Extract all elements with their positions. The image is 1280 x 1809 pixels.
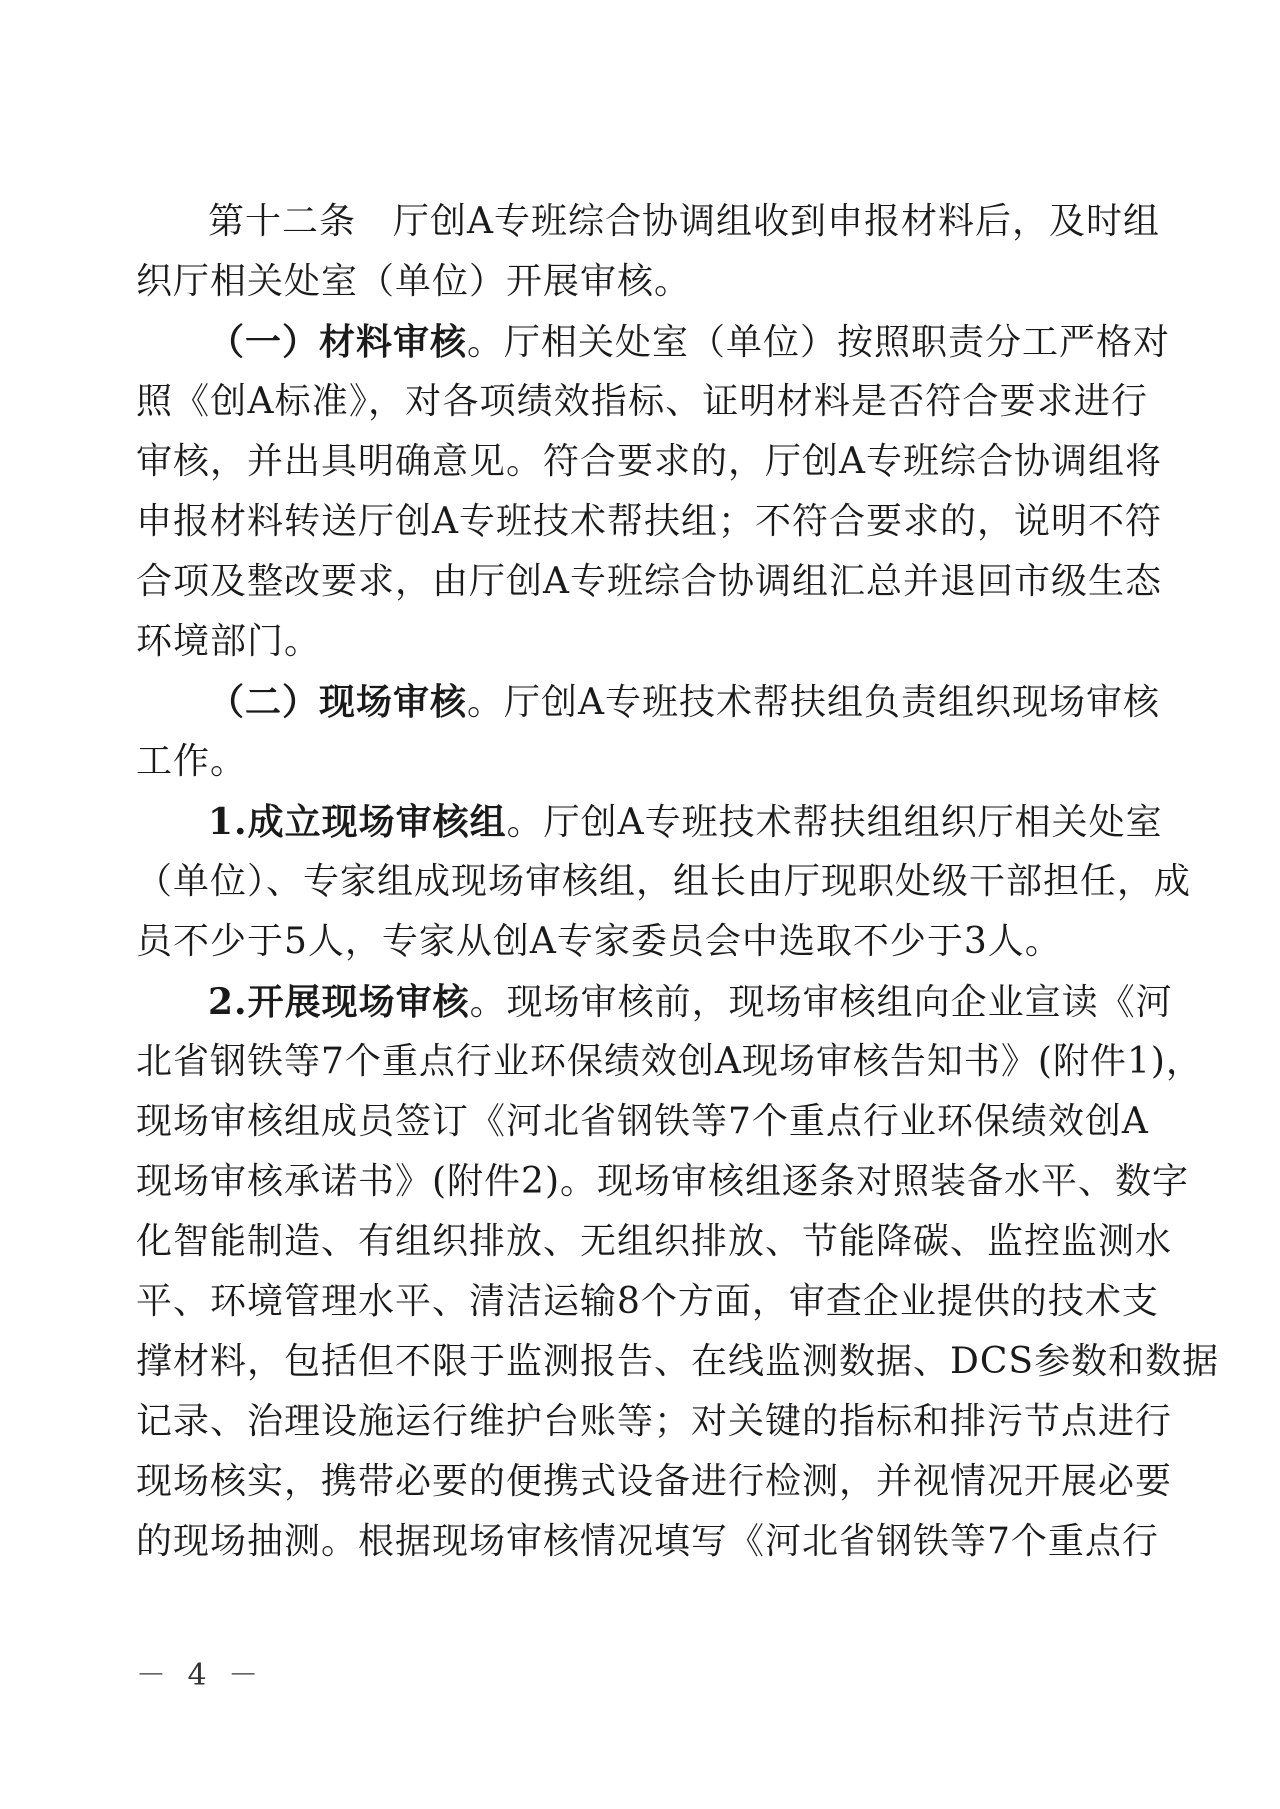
section-1-line-1 (208, 320, 1171, 365)
item-1-title: 1.成立现场审核组 (208, 801, 507, 843)
item-1-line-1 (208, 800, 1163, 845)
article-12-line-1: 第十二条 厅创A专班综合协调组收到申报材料后，及时组 (208, 201, 1160, 242)
item-2-line-7: 撑材料，包括但不限于监测报告、在线监测数据、DCS参数和数据 (136, 1341, 1220, 1382)
section-1-title: 材料审核 (319, 321, 468, 363)
item-2-line-6: 平、环境管理水平、清洁运输8个方面，审查企业提供的技术支 (136, 1281, 1159, 1322)
item-2-line-8: 记录、治理设施运行维护台账等；对关键的指标和排污节点进行 (136, 1401, 1173, 1442)
page-number: － 4 － (136, 1658, 265, 1693)
item-2-title: 2.开展现场审核 (208, 981, 470, 1023)
item-2-line-9: 现场核实，携带必要的便携式设备进行检测，并视情况开展必要 (136, 1461, 1173, 1502)
item-1-line-2: （单位）、专家组成现场审核组，组长由厅现职处级干部担任，成 (136, 861, 1192, 902)
item-2-line-3: 现场审核组成员签订《河北省钢铁等7个重点行业环保绩效创A (136, 1101, 1149, 1142)
item-1-text: 。厅创A专班技术帮扶组组织厅相关处室 (506, 802, 1163, 843)
section-2-title: 现场审核 (319, 681, 468, 723)
section-1-line-3: 审核，并出具明确意见。符合要求的，厅创A专班综合协调组将 (136, 441, 1162, 482)
item-2-text: 。现场审核前，现场审核组向企业宣读《河 (469, 982, 1173, 1023)
section-2-text: 。厅创A专班技术帮扶组负责组织现场审核 (467, 682, 1161, 723)
item-2-line-4: 现场审核承诺书》(附件2)。现场审核组逐条对照装备水平、数字 (136, 1161, 1189, 1202)
section-2-marker: （二） (208, 681, 320, 723)
article-12-line-2: 织厅相关处室（单位）开展审核。 (136, 261, 692, 302)
section-1-text: 。厅相关处室（单位）按照职责分工严格对 (467, 322, 1171, 363)
item-2-line-1 (208, 980, 1173, 1025)
item-2-line-5: 化智能制造、有组织排放、无组织排放、节能降碳、监控监测水 (136, 1221, 1173, 1262)
section-2-line-1 (208, 680, 1161, 725)
item-2-line-10: 的现场抽测。根据现场审核情况填写《河北省钢铁等7个重点行 (136, 1521, 1159, 1562)
section-2-line-2: 工作。 (136, 741, 248, 782)
section-1-line-6: 环境部门。 (136, 621, 322, 662)
section-1-line-4: 申报材料转送厅创A专班技术帮扶组；不符合要求的，说明不符 (136, 501, 1162, 542)
section-1-line-5: 合项及整改要求，由厅创A专班综合协调组汇总并退回市级生态 (136, 561, 1162, 602)
item-2-line-2: 北省钢铁等7个重点行业环保绩效创A现场审核告知书》(附件1)， (136, 1041, 1203, 1082)
item-1-line-3: 员不少于5人，专家从创A专家委员会中选取不少于3人。 (136, 921, 1062, 962)
section-1-marker: （一） (208, 321, 320, 363)
section-1-line-2: 照《创A标准》，对各项绩效指标、证明材料是否符合要求进行 (136, 381, 1148, 422)
